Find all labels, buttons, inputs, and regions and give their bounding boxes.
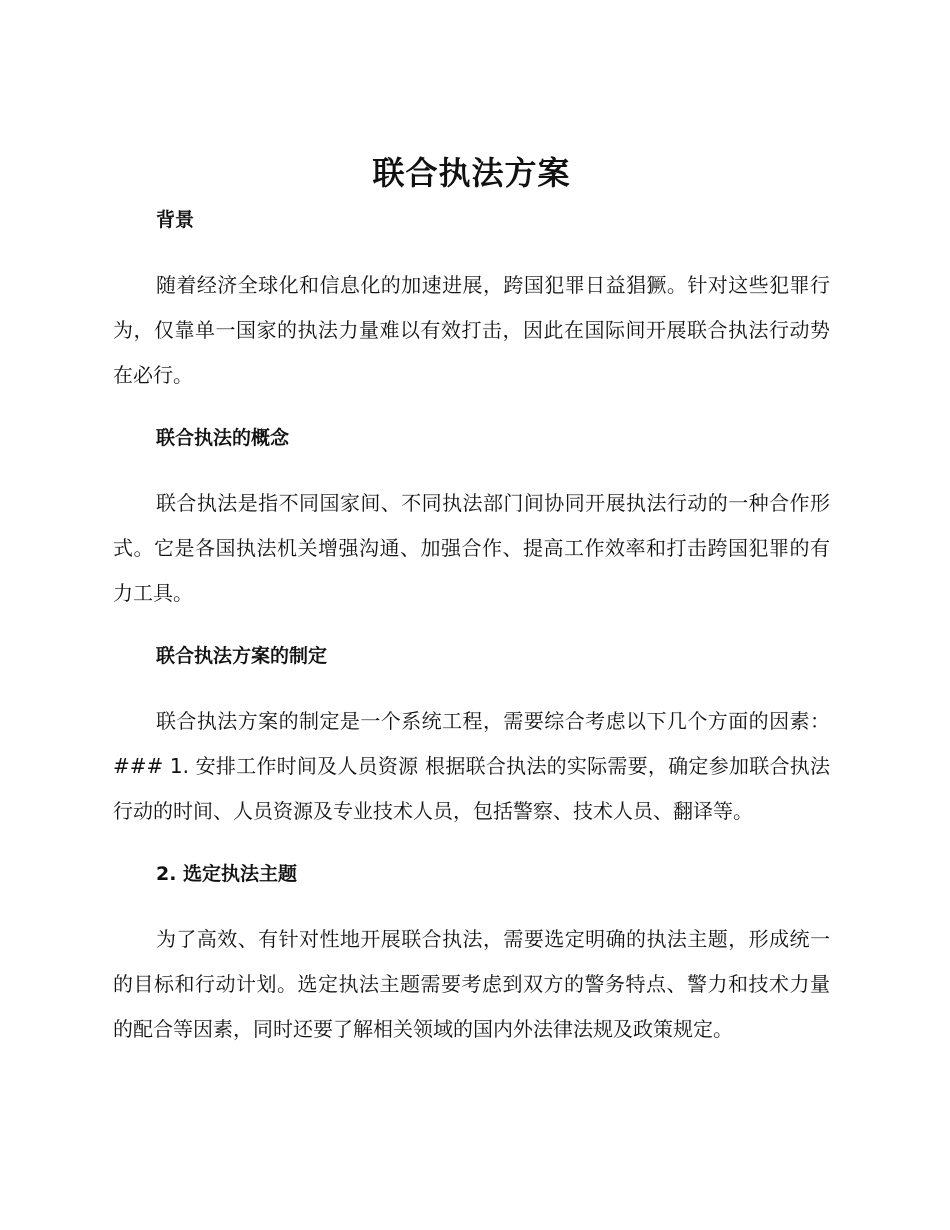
section-formulation [113, 642, 830, 834]
section-heading: 联合执法方案的制定 [156, 645, 328, 667]
section-background [113, 206, 830, 398]
document-title: 联合执法方案 [372, 154, 571, 192]
section-heading: 联合执法的概念 [156, 427, 290, 449]
section-heading: 背景 [156, 209, 195, 231]
section-paragraph: 为了高效、有针对性地开展联合执法，需要选定明确的执法主题，形成统一的目标和行动计划。选定执法主题需要考虑到双方的警务特点、警力和技术力量的配合等因素，同时还要了解相关领域的国内外法律法规及政策规定。 [113, 927, 830, 1041]
section-paragraph: 随着经济全球化和信息化的加速进展，跨国犯罪日益猖獗。针对这些犯罪行为，仅靠单一国家的执法力量难以有效打击，因此在国际间开展联合执法行动势在必行。 [113, 273, 830, 387]
document-page [113, 148, 830, 1052]
section-paragraph: 联合执法是指不同国家间、不同执法部门间协同开展执法行动的一种合作形式。它是各国执法机关增强沟通、加强合作、提高工作效率和打击跨国犯罪的有力工具。 [113, 491, 830, 605]
section-theme [113, 860, 830, 1052]
section-paragraph: 联合执法方案的制定是一个系统工程，需要综合考虑以下几个方面的因素： ### 1. 安排工作时间及人员资源 根据联合执法的实际需要，确定参加联合执法行动的时间、人员资源及专业技术人员，包括警察、技术人员、翻译等。 [113, 709, 830, 823]
section-heading: 2. 选定执法主题 [156, 863, 298, 885]
section-concept [113, 424, 830, 616]
